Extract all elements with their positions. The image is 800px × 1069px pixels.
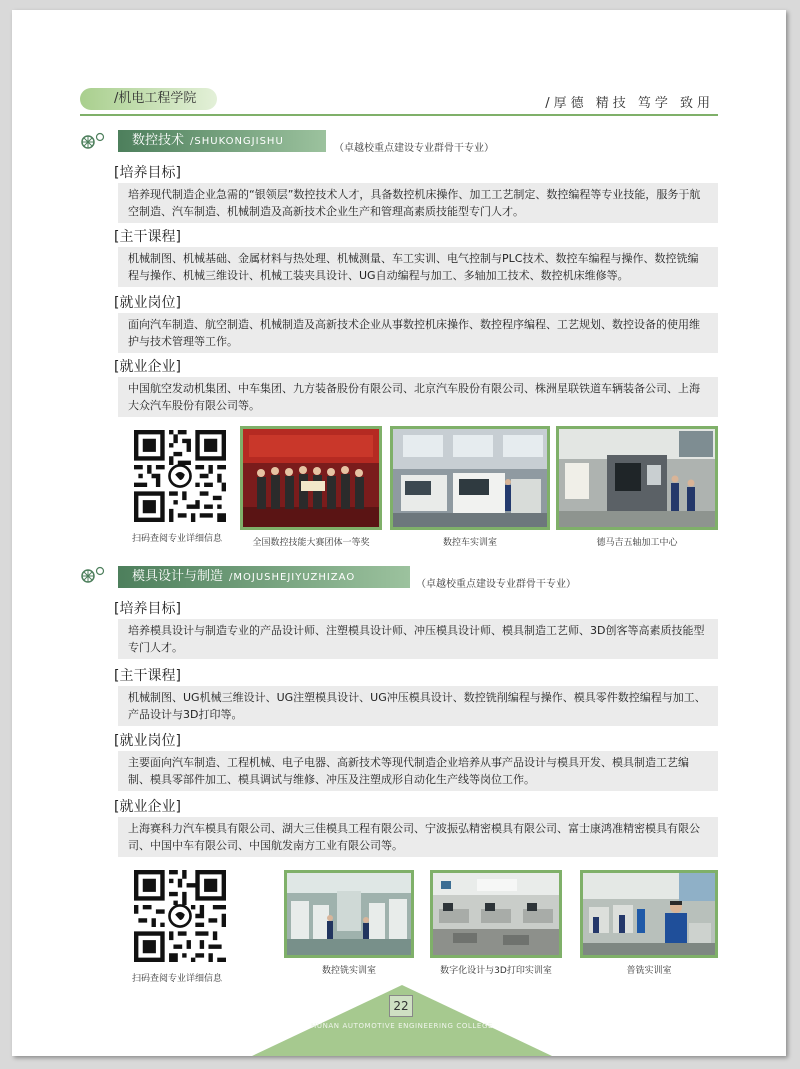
page-number: 22	[389, 995, 413, 1017]
block-heading: [就业企业]	[114, 799, 181, 815]
school-motto: /厚德 精技 笃学 致用	[545, 96, 714, 111]
block-text: 中国航空发动机集团、中车集团、九方装备股份有限公司、北京汽车股份有限公司、株洲星联铁道车辆装备公司、上海大众汽车股份有限公司等。	[118, 377, 718, 417]
section-title-en: /MOJUSHEJIYUZHIZAO	[229, 572, 356, 583]
photo-caption: 德马吉五轴加工中心	[596, 538, 678, 548]
section-title-bar	[118, 130, 326, 152]
college-name-tab	[80, 88, 217, 110]
section-title-bar	[118, 566, 410, 588]
qr-caption: 扫码查阅专业详细信息	[132, 534, 223, 544]
block-heading: [就业岗位]	[114, 295, 181, 311]
photo-award-team	[240, 426, 382, 530]
block-text: 上海赛科力汽车模具有限公司、湖大三佳模具工程有限公司、宁波振弘精密模具有限公司、富士康鸿准精密模具有限公司、中国中车有限公司、中国航发南方工业有限公司等。	[118, 817, 718, 857]
photo-cnc-mill-lab	[284, 870, 414, 958]
block-heading: [就业企业]	[114, 359, 181, 375]
photo-five-axis-center	[556, 426, 718, 530]
gear-icon	[80, 566, 106, 584]
block-text: 主要面向汽车制造、工程机械、电子电器、高新技术等现代制造企业培养从事产品设计与模具开发、模具制造工艺编制、模具零部件加工、模具调试与维修、冲压及注塑成形自动化生产线等岗位工作。	[118, 751, 718, 791]
block-heading: [就业岗位]	[114, 733, 181, 749]
qr-code[interactable]	[134, 430, 226, 522]
section-note: （卓越校重点建设专业群骨干专业）	[416, 579, 576, 590]
section-title: 数控技术	[132, 133, 185, 148]
photo-caption: 数控铣实训室	[321, 966, 376, 976]
photo-caption: 数控车实训室	[442, 538, 497, 548]
block-heading: [主干课程]	[114, 229, 181, 245]
block-text: 培养现代制造企业急需的“银领层”数控技术人才，具备数控机床操作、加工工艺制定、数控编程等专业技能，服务于航空制造、汽车制造、机械制造及高新技术企业生产和管理高素质技能型专门人才。	[118, 183, 718, 223]
qr-caption: 扫码查阅专业详细信息	[132, 974, 223, 984]
qr-code[interactable]	[134, 870, 226, 962]
photo-caption: 全国数控技能大赛团体一等奖	[252, 538, 370, 548]
photo-caption: 普铣实训室	[626, 966, 672, 976]
block-heading: [培养目标]	[114, 165, 181, 181]
photo-caption: 数字化设计与3D打印实训室	[440, 966, 552, 976]
section-title: 模具设计与制造	[132, 569, 224, 584]
college-name-en: HUNAN AUTOMOTIVE ENGINEERING COLLEGE	[310, 1022, 493, 1030]
block-heading: [培养目标]	[114, 601, 181, 617]
section-title-en: /SHUKONGJISHU	[190, 136, 284, 147]
block-text: 机械制图、机械基础、金属材料与热处理、机械测量、车工实训、电气控制与PLC技术、数控车编程与操作、数控铣编程与操作、机械三维设计、机械工装夹具设计、UG自动编程与加工、多轴加工技术、数控机床维修等。	[118, 247, 718, 287]
gear-icon	[80, 132, 106, 150]
block-text: 面向汽车制造、航空制造、机械制造及高新技术企业从事数控机床操作、数控程序编程、工艺规划、数控设备的使用维护与技术管理等工作。	[118, 313, 718, 353]
photo-cnc-lathe-lab	[390, 426, 550, 530]
block-text: 培养模具设计与制造专业的产品设计师、注塑模具设计师、冲压模具设计师、模具制造工艺师、3D创客等高素质技能型专门人才。	[118, 619, 718, 659]
section-note: （卓越校重点建设专业群骨干专业）	[334, 143, 494, 154]
college-name: /机电工程学院	[114, 91, 197, 106]
brochure-page	[12, 10, 786, 1056]
photo-milling-lab	[580, 870, 718, 958]
photo-digital-design-3d-lab	[430, 870, 562, 958]
block-heading: [主干课程]	[114, 668, 181, 684]
header-divider	[80, 114, 718, 116]
block-text: 机械制图、UG机械三维设计、UG注塑模具设计、UG冲压模具设计、数控铣削编程与操作、模具零件数控编程与加工、产品设计与3D打印等。	[118, 686, 718, 726]
